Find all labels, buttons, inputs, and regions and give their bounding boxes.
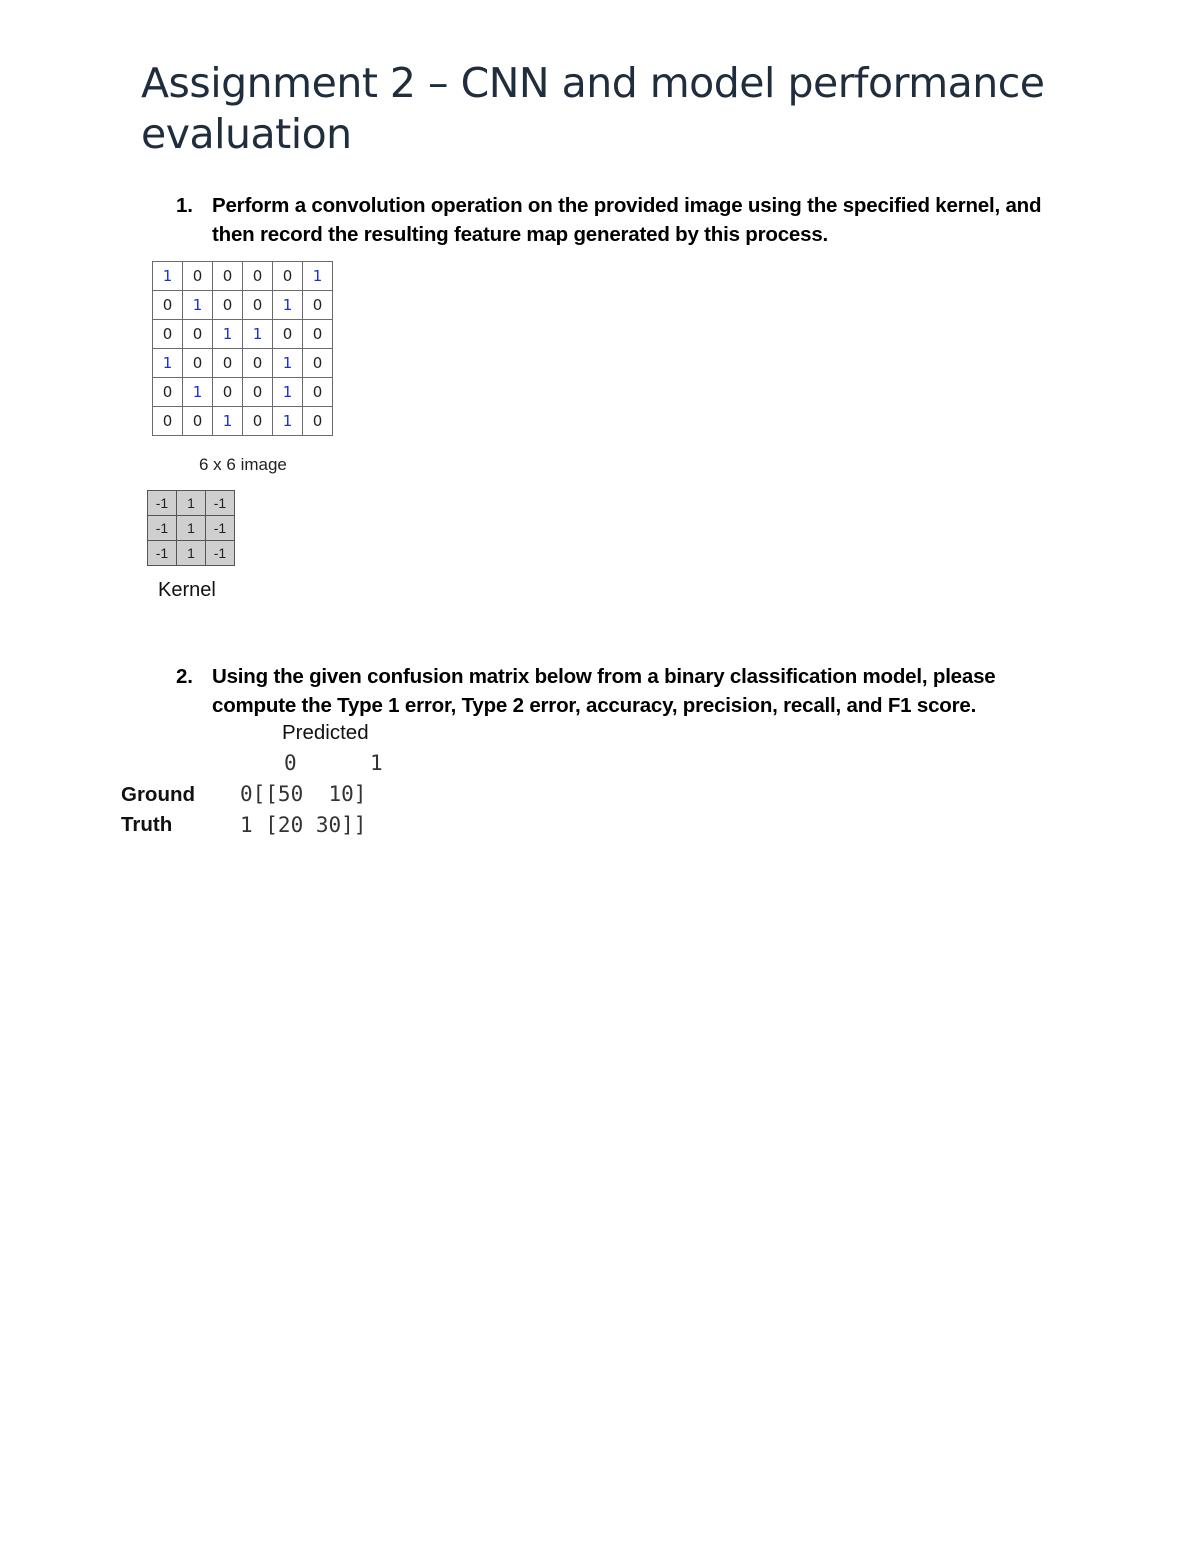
image-cell: 0 (183, 262, 213, 291)
image-cell: 0 (303, 378, 333, 407)
image-cell: 0 (273, 320, 303, 349)
kernel-row (148, 516, 235, 541)
kernel-cell: -1 (148, 516, 177, 541)
kernel-cell: -1 (148, 541, 177, 566)
kernel-cell: -1 (206, 541, 235, 566)
kernel-cell: -1 (206, 491, 235, 516)
image-cell: 0 (243, 349, 273, 378)
confusion-col-label: 1 (370, 751, 383, 775)
confusion-col-label: 0 (284, 751, 297, 775)
question-text: Perform a convolution operation on the provided image using the specified kernel, and then record the resulting feature map generated by this process. (212, 194, 1042, 246)
ground-truth-label: Truth (121, 813, 173, 836)
question-number: 1. (176, 194, 193, 217)
image-cell: 0 (213, 291, 243, 320)
image-cell: 0 (153, 291, 183, 320)
question-1 (176, 192, 1076, 249)
image-cell: 1 (243, 320, 273, 349)
kernel-matrix (147, 490, 235, 566)
kernel-row (148, 491, 235, 516)
image-cell: 0 (213, 262, 243, 291)
image-cell: 1 (303, 262, 333, 291)
image-cell: 0 (153, 320, 183, 349)
image-cell: 1 (273, 378, 303, 407)
image-cell: 1 (183, 291, 213, 320)
kernel-cell: 1 (177, 541, 206, 566)
image-row (153, 291, 333, 320)
image-cell: 0 (153, 378, 183, 407)
kernel-cell: -1 (148, 491, 177, 516)
image-caption: 6 x 6 image (199, 455, 287, 474)
image-cell: 0 (273, 262, 303, 291)
image-cell: 1 (183, 378, 213, 407)
image-matrix (152, 261, 333, 436)
ground-truth-label: Ground (121, 783, 196, 806)
image-cell: 0 (213, 378, 243, 407)
image-cell: 1 (153, 262, 183, 291)
image-cell: 1 (273, 349, 303, 378)
image-cell: 0 (183, 320, 213, 349)
question-text: Using the given confusion matrix below from a binary classification model, please compute the Type 1 error, Type 2 error, accuracy, precision, recall, and F1 score. (212, 665, 996, 717)
image-cell: 0 (183, 407, 213, 436)
image-cell: 1 (213, 320, 243, 349)
confusion-predicted-label: Predicted (282, 721, 369, 744)
image-row (153, 349, 333, 378)
kernel-caption: Kernel (158, 579, 216, 601)
image-cell: 0 (303, 349, 333, 378)
image-cell: 0 (153, 407, 183, 436)
question-number: 2. (176, 665, 193, 688)
question-2 (176, 663, 1076, 720)
kernel-cell: 1 (177, 491, 206, 516)
image-row (153, 320, 333, 349)
kernel-row (148, 541, 235, 566)
image-cell: 1 (213, 407, 243, 436)
image-cell: 1 (273, 407, 303, 436)
kernel-cell: 1 (177, 516, 206, 541)
image-cell: 0 (243, 378, 273, 407)
image-row (153, 378, 333, 407)
image-cell: 0 (303, 407, 333, 436)
image-row (153, 262, 333, 291)
image-cell: 0 (243, 407, 273, 436)
kernel-cell: -1 (206, 516, 235, 541)
image-cell: 0 (303, 291, 333, 320)
image-row (153, 407, 333, 436)
image-cell: 0 (243, 291, 273, 320)
image-cell: 0 (243, 262, 273, 291)
image-cell: 1 (153, 349, 183, 378)
confusion-row: 1 [20 30]] (240, 813, 367, 837)
page-title: Assignment 2 – CNN and model performance evaluation (141, 59, 1045, 158)
confusion-row: 0[[50 10] (240, 782, 367, 806)
image-cell: 0 (303, 320, 333, 349)
image-cell: 1 (273, 291, 303, 320)
image-cell: 0 (183, 349, 213, 378)
image-cell: 0 (213, 349, 243, 378)
